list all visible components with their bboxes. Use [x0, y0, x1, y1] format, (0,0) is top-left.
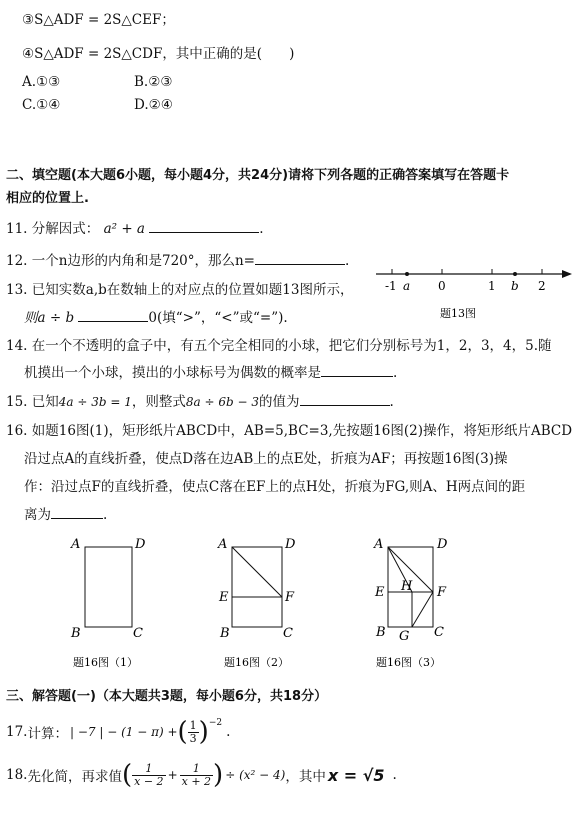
fig2-label-a: A	[218, 537, 228, 552]
mc-item-3: ③S△ADF = 2S△CEF；	[22, 12, 175, 28]
fig3-label-g: G	[399, 629, 410, 644]
mc-option-c: C.①④	[22, 97, 61, 113]
q11-text: 分解因式：	[31, 221, 100, 237]
q16-line4-text: 离为	[24, 507, 51, 523]
q17-paren-open: (	[177, 717, 188, 747]
q12-end: .	[345, 253, 350, 269]
q14-line2-text: 机摸出一个小球，摸出的小球标号为偶数的概率是	[24, 365, 321, 381]
q15-pre: 已知	[31, 394, 59, 410]
point-b	[513, 272, 517, 276]
q14-line1: 在一个不透明的盒子中，有五个完全相同的小球，把它们分别标号为1，2，3，4，5.随	[31, 338, 552, 354]
figure-16-2	[212, 532, 322, 672]
mc-option-b: B.②③	[134, 74, 173, 90]
q15-cond: 4a ÷ 3b = 1	[58, 395, 132, 409]
fig2-label-e: E	[219, 590, 229, 605]
fig1-label-c: C	[133, 626, 143, 641]
q18-x-value: x = √5	[327, 765, 385, 785]
q13-line2-post: 0(填“>”，“<”或“=”).	[148, 310, 288, 326]
question-15	[6, 390, 394, 410]
crease-fg	[412, 592, 433, 627]
q17-fraction-num: 1	[189, 718, 197, 732]
q14-number: 14.	[6, 338, 28, 354]
q17-fraction-den: 3	[189, 731, 197, 745]
q18-tail: ，其中	[285, 769, 326, 785]
number-line-caption: 题13图	[440, 307, 476, 320]
question-11	[6, 217, 264, 237]
number-line-figure	[372, 262, 578, 324]
rectangle-abcd	[85, 547, 132, 627]
q15-mid: ，则整式	[131, 394, 186, 410]
q12-text: 一个n边形的内角和是720°，那么n=	[31, 253, 255, 269]
question-17	[6, 712, 230, 752]
q16-number: 16.	[6, 423, 28, 439]
mc-item-4-tail: ，其中正确的是( )	[162, 46, 295, 62]
q18-paren-open: (	[121, 760, 133, 790]
q11-end: .	[259, 221, 264, 237]
fig3-label-a: A	[374, 537, 384, 552]
question-13	[6, 278, 353, 298]
q16-line1: 如题16图(1)，矩形纸片ABCD中，AB=5,BC=3,先按题16图(2)操作，将矩形纸片ABCD	[31, 423, 573, 439]
figure-16-3	[362, 532, 472, 672]
q17-paren-close: )	[198, 717, 209, 747]
fig1-label-d: D	[135, 537, 146, 552]
fig3-label-h: H	[401, 579, 413, 594]
fig3-label-f: F	[437, 585, 447, 600]
fig3-label-b: B	[376, 625, 386, 640]
mc-option-a: A.①③	[22, 74, 61, 90]
point-a	[405, 272, 409, 276]
q18-plus: +	[167, 768, 178, 782]
section3-heading: 三、解答题(一)（本大题共3题，每小题6分，共18分）	[6, 689, 328, 704]
q13-line1: 已知实数a,b在数轴上的对应点的位置如题13图所示，	[31, 282, 354, 298]
fig3-label-d: D	[437, 537, 448, 552]
question-18	[6, 754, 397, 796]
label-neg1: -1	[385, 279, 397, 293]
fig2-label-b: B	[220, 626, 230, 641]
label-2: 2	[538, 279, 546, 293]
label-a: a	[403, 279, 411, 293]
q16-line4	[24, 503, 107, 523]
q12-number: 12.	[6, 253, 28, 269]
label-0: 0	[438, 279, 446, 293]
section2-heading-line2: 相应的位置上.	[6, 191, 89, 206]
label-1: 1	[488, 279, 496, 293]
q18-text: 先化简，再求值	[27, 769, 122, 785]
q17-expr: | −7 | − (1 − π) +	[69, 725, 178, 739]
fig3-label-e: E	[375, 585, 385, 600]
q18-f1-num: 1	[132, 763, 165, 776]
label-b: b	[511, 279, 519, 293]
q12-answer-blank[interactable]	[255, 252, 345, 265]
q18-number: 18.	[6, 767, 28, 783]
rectangle-abcd	[232, 547, 282, 627]
q14-end: .	[393, 365, 398, 381]
question-16	[6, 419, 572, 439]
q17-end: .	[226, 724, 231, 740]
q18-paren-close: )	[213, 760, 224, 790]
figure-16-1	[65, 532, 165, 672]
q16-line3: 作：沿过点F的直线折叠，使点C落在EF上的点H处，折痕为FG,则A、H两点间的距	[24, 479, 526, 495]
number-line-arrow-icon	[562, 270, 572, 278]
mc-option-d: D.②④	[134, 97, 173, 113]
fig1-label-a: A	[71, 537, 81, 552]
q15-end: .	[389, 394, 394, 410]
q11-expr: a² + a	[103, 221, 145, 237]
q17-number: 17.	[6, 724, 28, 740]
q14-line2	[24, 361, 397, 381]
fig1-caption: 题16图（1）	[73, 656, 138, 669]
q16-end: .	[103, 507, 108, 523]
mc-item-4	[22, 42, 294, 62]
question-14	[6, 334, 552, 354]
fig3-caption: 题16图（3）	[376, 656, 441, 669]
fig2-caption: 题16图（2）	[224, 656, 289, 669]
q17-exponent: −2	[208, 718, 223, 728]
q11-answer-blank[interactable]	[149, 220, 259, 233]
q13-answer-blank[interactable]	[78, 309, 148, 322]
q15-number: 15.	[6, 394, 28, 410]
q18-mid: ÷ (x² − 4)	[225, 768, 286, 782]
fig3-label-c: C	[434, 625, 444, 640]
q18-fraction-2	[180, 763, 213, 788]
fig2-label-d: D	[285, 537, 296, 552]
q13-expr: 则a ÷ b	[24, 310, 75, 326]
fig1-label-b: B	[71, 626, 81, 641]
q18-end: .	[392, 767, 397, 783]
section2-heading-line1: 二、填空题(本大题6小题，每小题4分，共24分)请将下列各题的正确答案填写在答题卡	[6, 168, 510, 183]
crease-af	[232, 547, 282, 597]
q15-expr: 8a ÷ 6b − 3	[185, 395, 259, 409]
fig2-label-c: C	[283, 626, 293, 641]
mc-item-4-math: ④S△ADF = 2S△CDF	[22, 46, 163, 62]
q16-line2: 沿过点A的直线折叠，使点D落在边AB上的点E处，折痕为AF；再按题16图(3)操	[24, 451, 508, 467]
q13-number: 13.	[6, 282, 28, 298]
q11-number: 11.	[6, 221, 28, 237]
q14-answer-blank[interactable]	[321, 364, 393, 377]
q17-text: 计算：	[27, 726, 68, 742]
q17-fraction	[188, 720, 199, 745]
q13-line2	[24, 306, 288, 326]
q15-answer-blank[interactable]	[300, 393, 390, 406]
q16-answer-blank[interactable]	[51, 506, 103, 519]
q15-post: 的值为	[259, 394, 300, 410]
q18-f1-den: x − 2	[134, 774, 164, 788]
q18-fraction-1	[132, 763, 165, 788]
q18-f2-num: 1	[180, 763, 213, 776]
question-12	[6, 249, 349, 269]
fig2-label-f: F	[285, 590, 295, 605]
q18-f2-den: x + 2	[181, 774, 212, 788]
